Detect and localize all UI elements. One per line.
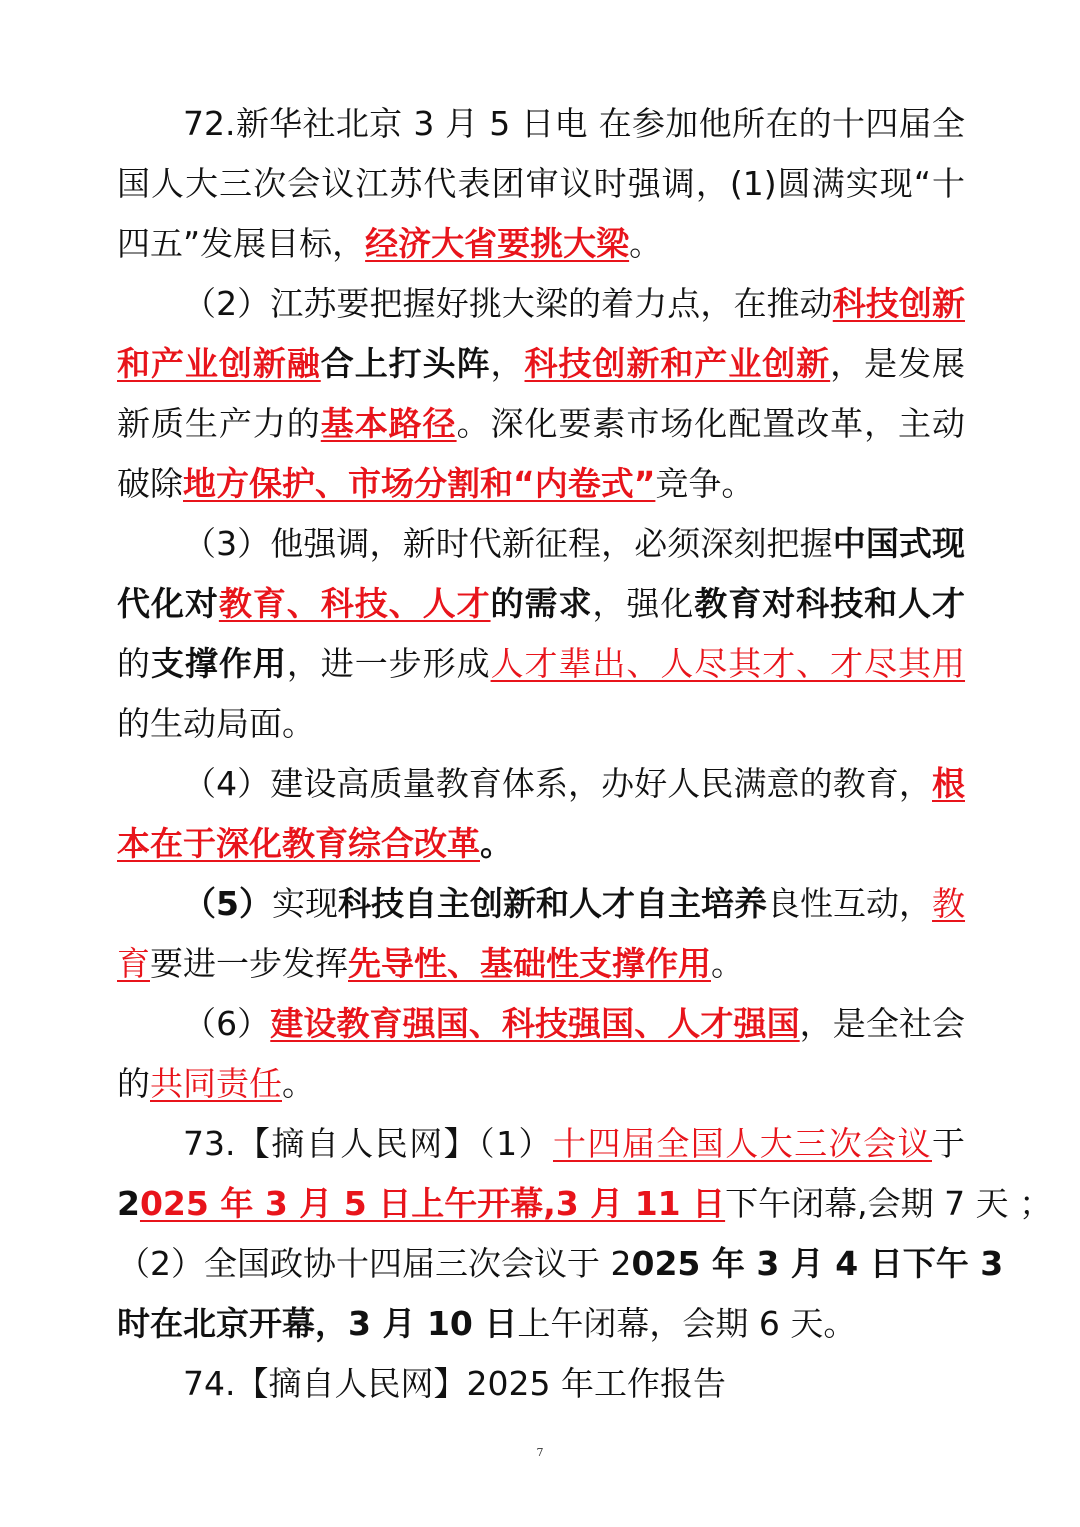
text: 良性互动， xyxy=(767,884,933,923)
p72-line-16 xyxy=(183,995,965,1053)
bold-text: 。 xyxy=(480,824,513,863)
highlight-text: 025 年 3 月 5 日上午开幕,3 月 11 日 xyxy=(139,1184,726,1223)
p72-line-7 xyxy=(117,455,965,513)
bold-text: 合上打头阵 xyxy=(320,344,491,383)
p72-line-10 xyxy=(117,635,965,693)
text: 。深化要素市场化配置改革，主动 xyxy=(456,404,966,443)
highlight-text: 十四届全国人大三次会议 xyxy=(552,1124,932,1163)
text: （6） xyxy=(183,1004,271,1043)
text: （2）全国政协十四届三次会议于 2 xyxy=(117,1244,632,1283)
highlight-text: 根 xyxy=(932,764,965,803)
text: ，是发展 xyxy=(830,344,966,383)
text: 72.新华社北京 3 月 5 日电 在参加他所在的十四届全 xyxy=(183,104,965,143)
p73-line-1 xyxy=(183,1115,965,1173)
text: ，进一步形成 xyxy=(286,644,491,683)
text: 。 xyxy=(711,944,744,983)
bold-text: 时在北京开幕，3 月 10 日 xyxy=(117,1304,518,1343)
text: 74.【摘自人民网】2025 年工作报告 xyxy=(183,1364,726,1403)
text: 73.【摘自人民网】（1） xyxy=(183,1124,553,1163)
text: （4）建设高质量教育体系，办好人民满意的教育， xyxy=(183,764,932,803)
text: 上午闭幕，会期 6 天。 xyxy=(517,1304,857,1343)
text: 的 xyxy=(117,644,151,683)
highlight-text: 建设教育强国、科技强国、人才强国 xyxy=(270,1004,800,1043)
p72-line-3 xyxy=(117,215,965,273)
p73-line-2 xyxy=(117,1175,1053,1233)
text: 实现 xyxy=(271,884,338,923)
text: 的 xyxy=(117,1064,150,1103)
text: 。 xyxy=(282,1064,315,1103)
text: 竞争。 xyxy=(655,464,755,503)
p72-line-14 xyxy=(183,875,965,933)
highlight-text: 科技创新和产业创新 xyxy=(524,344,831,383)
p74-line-1 xyxy=(183,1355,965,1413)
p72-line-2 xyxy=(117,155,965,213)
text: 下午闭幕,会期 7 天 ； xyxy=(725,1184,1053,1223)
text: ，是全社会 xyxy=(799,1004,966,1043)
bold-text: 025 年 3 月 4 日下午 3 xyxy=(631,1244,1004,1283)
p72-line-4 xyxy=(183,275,965,333)
p73-line-4 xyxy=(117,1295,965,1353)
text: （3）他强调，新时代新征程，必须深刻把握 xyxy=(183,524,833,563)
highlight-text: 地方保护、市场分割和“内卷式” xyxy=(183,464,656,503)
page-number: 7 xyxy=(536,1446,544,1459)
text: 于 xyxy=(932,1124,965,1163)
bold-text: 的需求 xyxy=(490,584,593,623)
p72-line-6 xyxy=(117,395,965,453)
p73-line-3 xyxy=(117,1235,1004,1293)
p72-line-1 xyxy=(183,95,965,153)
p72-line-5 xyxy=(117,335,965,393)
bold-text: 2 xyxy=(117,1184,140,1223)
text: 破除 xyxy=(117,464,183,503)
text: 的生动局面。 xyxy=(117,704,315,743)
p72-line-9 xyxy=(117,575,965,633)
bold-text: 教育对科技和人才 xyxy=(694,584,966,623)
p72-line-11 xyxy=(117,695,965,753)
bold-text: 支撑作用 xyxy=(150,644,287,683)
bold-text: 中国式现 xyxy=(832,524,966,563)
p72-line-12 xyxy=(183,755,965,813)
highlight-text: 教育、科技、人才 xyxy=(218,584,491,623)
p72-line-15 xyxy=(117,935,965,993)
text: （2）江苏要把握好挑大梁的着力点，在推动 xyxy=(183,284,833,323)
highlight-text: 先导性、基础性支撑作用 xyxy=(348,944,711,983)
highlight-text: 人才辈出、人尽其才、才尽其用 xyxy=(490,644,966,683)
highlight-text: 和产业创新融 xyxy=(117,344,321,383)
highlight-text: 科技创新 xyxy=(832,284,966,323)
text: 要进一步发挥 xyxy=(150,944,348,983)
text: ， xyxy=(490,344,525,383)
text: 四五”发展目标， xyxy=(117,224,366,263)
highlight-text: 经济大省要挑大梁 xyxy=(365,224,630,263)
highlight-text: 本在于深化教育综合改革 xyxy=(117,824,480,863)
text: 国人大三次会议江苏代表团审议时强调，(1)圆满实现“十 xyxy=(117,164,965,203)
text: 新质生产力的 xyxy=(117,404,321,443)
p72-line-13 xyxy=(117,815,965,873)
highlight-text: 基本路径 xyxy=(320,404,457,443)
bold-text: 代化对 xyxy=(117,584,219,623)
text: ，强化 xyxy=(592,584,695,623)
text: 。 xyxy=(629,224,663,263)
highlight-text: 育 xyxy=(117,944,150,983)
p72-line-17 xyxy=(117,1055,965,1113)
highlight-text: 教 xyxy=(932,884,966,923)
bold-text: （5） xyxy=(183,884,272,923)
p72-line-8 xyxy=(183,515,965,573)
highlight-text: 共同责任 xyxy=(150,1064,282,1103)
bold-text: 科技自主创新和人才自主培养 xyxy=(337,884,768,923)
